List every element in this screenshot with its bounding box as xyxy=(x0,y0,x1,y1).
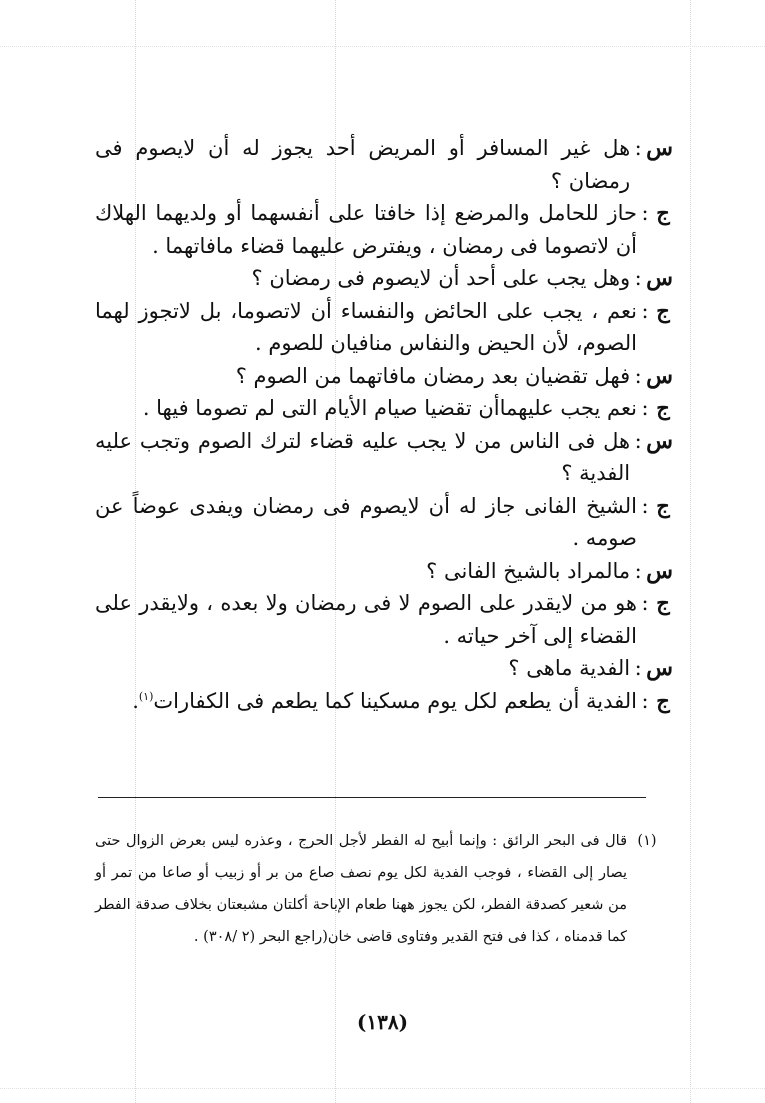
question-marker: س xyxy=(646,655,673,681)
answer-marker: ج xyxy=(656,297,670,323)
footnote-reference[interactable]: (١) xyxy=(138,689,154,703)
separator-colon: : xyxy=(634,656,642,680)
question-marker: س xyxy=(646,265,673,291)
scan-guide-line xyxy=(0,1088,765,1089)
footnote-text: قال فى البحر الرائق : وإنما أبيح له الفطر لأجل الحرج ، وعذره ليس بعرض الزوال حتى يصار إلى القضاء ، فوجب الفدية لكل يوم نصف صاع من بر أو زبيب أو صاعا من تمر أو من شعير كصدقة الفطر، لكن يجوز ههنا طعام الإباحة أكلتان مشبعتان بخلاف صدقة الفطر كما قدمناه ، كذا فى فتح القدير وفتاوى قاضى خان(راجع البحر (٢ /٣٠٨) . xyxy=(95,833,627,945)
question-row xyxy=(95,555,673,588)
question-row xyxy=(95,262,673,295)
answer-text xyxy=(95,685,637,718)
separator-colon: : xyxy=(634,266,642,290)
question-marker: س xyxy=(646,362,673,389)
question-text: فهل تقضيان بعد رمضان مافاتهما من الصوم ؟ xyxy=(235,363,631,388)
answer-text: حاز للحامل والمرضع إذا خافتا على أنفسهما أو ولديهما الهلاك أن لاتصوما فى رمضان ، ويفترض عليهما قضاء مافاتهما . xyxy=(95,201,637,258)
separator-colon: : xyxy=(641,298,649,323)
question-text: الفدية ماهى ؟ xyxy=(508,656,631,680)
question-marker: س xyxy=(646,557,673,584)
answer-row xyxy=(95,197,673,262)
qa-body xyxy=(95,132,673,717)
question-row xyxy=(95,132,673,197)
answer-marker: ج xyxy=(656,687,670,713)
answer-row xyxy=(95,685,673,718)
footnote-marker: (١) xyxy=(637,833,657,849)
separator-colon: : xyxy=(641,201,649,225)
separator-colon: : xyxy=(641,396,649,420)
question-text: هل فى الناس من لا يجب عليه قضاء لترك الصوم وتجب عليه الفدية ؟ xyxy=(95,428,631,485)
question-marker: س xyxy=(646,135,673,161)
separator-colon: : xyxy=(641,591,649,615)
scan-guide-line xyxy=(0,46,765,47)
question-marker: س xyxy=(646,427,673,454)
separator-colon: : xyxy=(634,428,642,453)
answer-row xyxy=(95,295,673,360)
answer-text-main: الفدية أن يطعم لكل يوم مسكينا كما يطعم فى الكفارات xyxy=(153,688,637,713)
separator-colon: : xyxy=(634,363,642,388)
answer-row xyxy=(95,392,673,425)
answer-text: نعم ، يجب على الحائض والنفساء أن لاتصوما، بل لاتجوز لهما الصوم، لأن الحيض والنفاس منافيان للصوم . xyxy=(95,298,637,355)
answer-marker: ج xyxy=(656,590,670,615)
question-text: وهل يجب على أحد أن لايصوم فى رمضان ؟ xyxy=(251,266,631,290)
separator-colon: : xyxy=(634,558,642,583)
footnote xyxy=(95,825,667,953)
answer-row xyxy=(95,490,673,555)
answer-marker: ج xyxy=(656,492,670,518)
answer-text: نعم يجب عليهماأن تقضيا صيام الأيام التى لم تصوما فيها . xyxy=(142,396,637,420)
question-row xyxy=(95,360,673,393)
separator-colon: : xyxy=(634,136,642,160)
question-text: هل غير المسافر أو المريض أحد يجوز له أن لايصوم فى رمضان ؟ xyxy=(95,136,631,193)
question-row xyxy=(95,425,673,490)
page-number: (١٣٨) xyxy=(356,1010,409,1034)
answer-text: الشيخ الفانى جاز له أن لايصوم فى رمضان ويفدى عوضاً عن صومه . xyxy=(95,493,637,550)
separator-colon: : xyxy=(641,688,649,713)
answer-marker: ج xyxy=(656,200,670,225)
question-row xyxy=(95,652,673,685)
answer-text-end: . xyxy=(132,688,139,713)
answer-row xyxy=(95,587,673,652)
answer-text: هو من لايقدر على الصوم لا فى رمضان ولا بعده ، ولايقدر على القضاء إلى آخر حياته . xyxy=(95,591,637,648)
scan-guide-line xyxy=(690,0,691,1103)
footnote-divider xyxy=(98,797,646,798)
separator-colon: : xyxy=(641,493,649,518)
question-text: مالمراد بالشيخ الفانى ؟ xyxy=(426,558,631,583)
answer-marker: ج xyxy=(656,395,670,420)
